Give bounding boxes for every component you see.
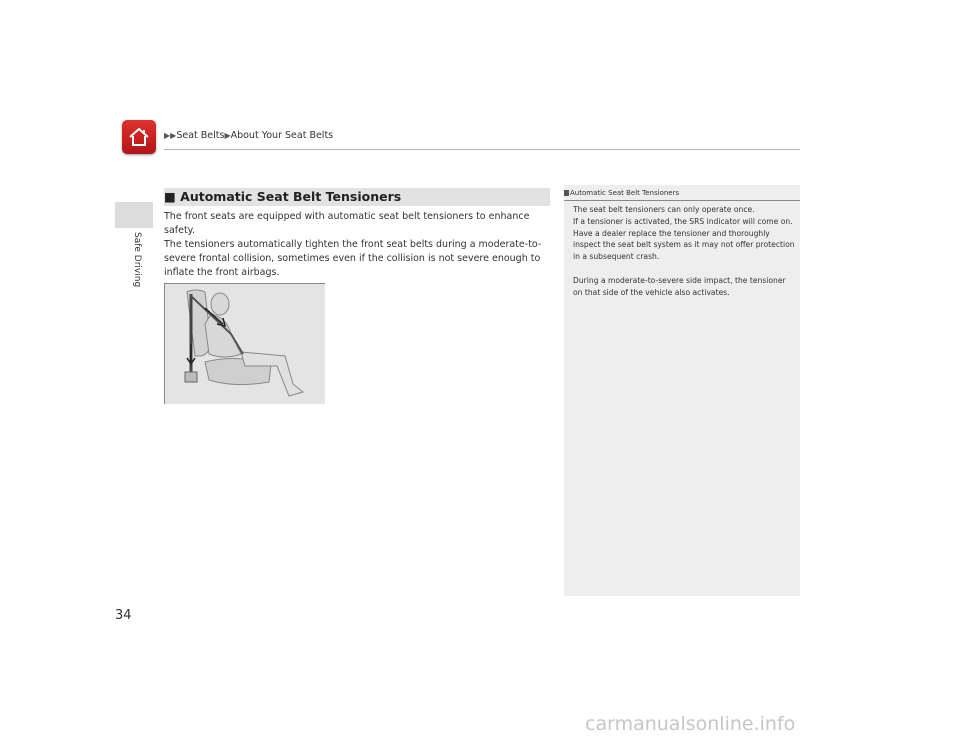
- header-divider: [164, 149, 800, 150]
- note-title: [564, 189, 800, 197]
- watermark: carmanualsonline.info: [585, 713, 796, 735]
- play-triangle-icon: ▶▶: [164, 131, 177, 140]
- chapter-tab: [115, 202, 153, 228]
- note-body: [573, 204, 795, 311]
- note-divider: [564, 200, 800, 201]
- body-paragraph: The front seats are equipped with automatic seat belt tensioners to enhance safety.: [164, 211, 530, 236]
- square-bullet-icon: ■: [164, 189, 176, 204]
- breadcrumb: [164, 130, 333, 141]
- home-button[interactable]: [122, 120, 156, 154]
- page-number: 34: [115, 608, 132, 623]
- home-icon: [127, 125, 151, 149]
- chapter-label: Safe Driving: [132, 232, 142, 288]
- note-paragraph: During a moderate-to-severe side impact, the tensioner on that side of the vehicle also activates.: [573, 275, 786, 297]
- section-title: [164, 188, 401, 206]
- seat-belt-tensioner-illustration: [164, 283, 325, 404]
- note-title-text: Automatic Seat Belt Tensioners: [570, 189, 680, 197]
- body-paragraph: The tensioners automatically tighten the front seat belts during a moderate-to-severe frontal collision, sometimes even if the collision is not severe enough to inflate the front airbags.: [164, 239, 542, 278]
- play-triangle-icon: ▶: [224, 131, 231, 140]
- breadcrumb-item-seat-belts[interactable]: Seat Belts: [176, 130, 225, 141]
- note-icon: [564, 190, 569, 196]
- section-title-text: Automatic Seat Belt Tensioners: [180, 189, 402, 204]
- breadcrumb-item-about-seat-belts: About Your Seat Belts: [230, 130, 334, 141]
- note-paragraph: The seat belt tensioners can only operate once. If a tensioner is activated, the SRS indicator will come on. Have a dealer replace the tensioner and thoroughly inspect the seat belt system as it may not offer protection in a subsequent crash.: [573, 205, 795, 262]
